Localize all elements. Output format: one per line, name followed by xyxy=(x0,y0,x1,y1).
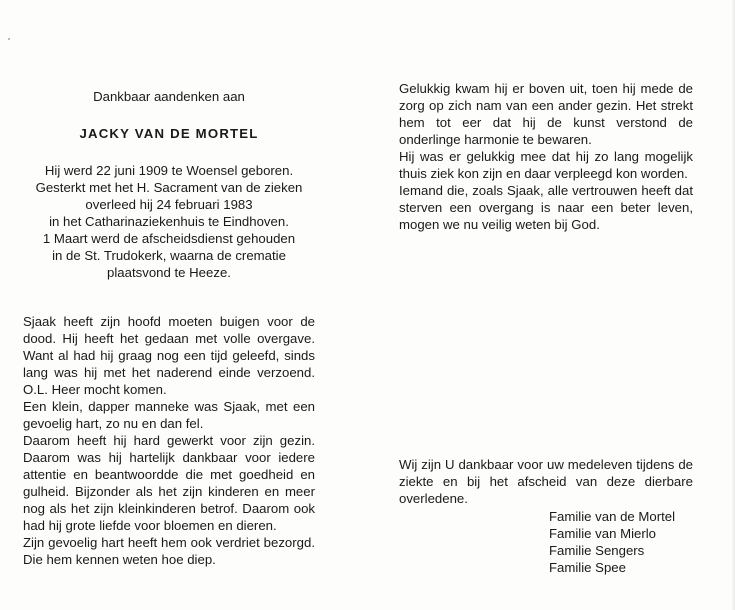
family-name: Familie van Mierlo xyxy=(549,526,656,541)
bio-line: overleed hij 24 februari 1983 xyxy=(85,197,253,212)
family-name: Familie Spee xyxy=(549,560,626,575)
left-column xyxy=(23,88,315,568)
tribute-paragraph: Een klein, dapper manneke was Sjaak, met een gevoelig hart, zo nu en dan fel. xyxy=(23,399,315,431)
family-signatures xyxy=(549,508,729,576)
dedication-heading: Dankbaar aandenken aan xyxy=(93,89,245,104)
right-column xyxy=(399,80,693,233)
tribute-paragraph: Gelukkig kwam hij er boven uit, toen hij mede de zorg op zich nam van een ander gezin. Het strekt hem tot eer dat hij de kunst verstond de onderlinge harmonie te bewaren. xyxy=(399,81,693,147)
paper-speck xyxy=(8,38,10,40)
tribute-paragraph: Sjaak heeft zijn hoofd moeten buigen voor de dood. Hij heeft het gedaan met volle overgave. Want al had hij graag nog een tijd geleefd, sinds lang was hij met het naderend einde verzoend. O.L. Heer mocht komen. xyxy=(23,314,315,397)
bio-line: plaatsvond te Heeze. xyxy=(107,265,231,280)
tribute-paragraph: Iemand die, zoals Sjaak, alle vertrouwen heeft dat sterven een overgang is naar een beter leven, mogen we nu veilig weten bij God. xyxy=(399,183,693,232)
bio-line: 1 Maart werd de afscheidsdienst gehouden xyxy=(42,231,296,246)
tribute-paragraph: Zijn gevoelig hart heeft hem ook verdriet bezorgd. Die hem kennen weten hoe diep. xyxy=(23,535,315,567)
bio-line: Hij werd 22 juni 1909 te Woensel geboren. xyxy=(44,163,294,178)
biography-block xyxy=(23,162,315,281)
thanks-note xyxy=(399,456,693,507)
thanks-text: Wij zijn U dankbaar voor uw medeleven tijdens de ziekte en bij het afscheid van deze dierbare overledene. xyxy=(399,457,693,506)
bio-line: Gesterkt met het H. Sacrament van de zieken xyxy=(35,180,303,195)
bio-line: in het Catharinaziekenhuis te Eindhoven. xyxy=(49,214,289,229)
tribute-paragraph: Hij was er gelukkig mee dat hij zo lang mogelijk thuis ziek kon zijn en daar verpleegd kon worden. xyxy=(399,149,693,181)
paper-edge-shadow xyxy=(731,0,735,610)
deceased-name: JACKY VAN DE MORTEL xyxy=(79,126,259,141)
tribute-paragraph: Daarom heeft hij hard gewerkt voor zijn gezin. Daarom was hij hartelijk dankbaar voor iedere attentie en beantwoordde die met goedheid en gulheid. Bijzonder als het zijn kinderen en meer nog als het zijn kleinkinderen betrof. Daarom ook had hij grote liefde voor bloemen en dieren. xyxy=(23,433,315,533)
family-name: Familie van de Mortel xyxy=(549,509,676,524)
bio-line: in de St. Trudokerk, waarna de crematie xyxy=(52,248,286,263)
tribute-text xyxy=(23,313,315,568)
family-name: Familie Sengers xyxy=(549,543,645,558)
